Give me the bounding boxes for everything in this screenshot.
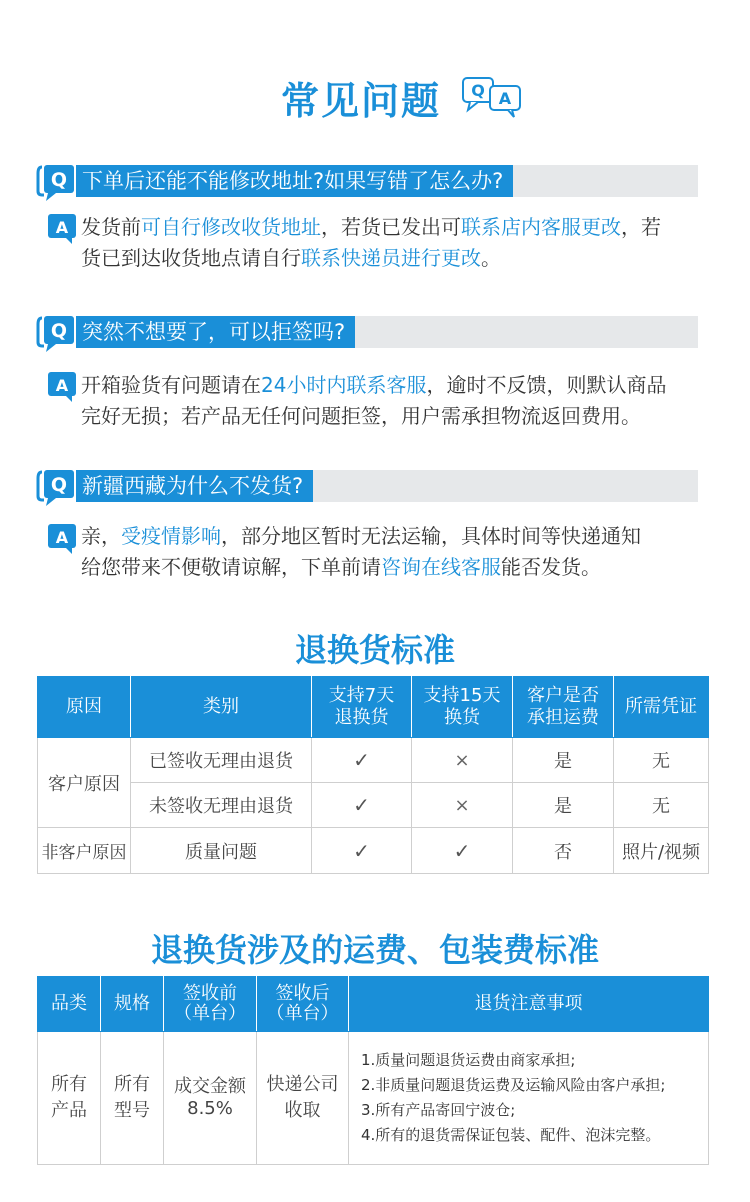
answer-highlight: 可自行修改收货地址	[141, 215, 321, 239]
cross-icon: ×	[412, 783, 513, 828]
answer-text: 给您带来不便敬请谅解，下单前请	[81, 555, 381, 579]
svg-text:A: A	[498, 89, 512, 108]
header-cell: 品类	[38, 977, 101, 1032]
table-row	[38, 1032, 709, 1165]
shipping-standard-title: 退换货涉及的运费、包装费标准	[150, 931, 599, 969]
category-cell: 已签收无理由退货	[131, 738, 312, 783]
category-cell: 未签收无理由退货	[131, 783, 312, 828]
answer-highlight: 咨询在线客服	[381, 555, 501, 579]
header-cell: 支持15天 换货	[412, 677, 513, 738]
table-row	[38, 738, 709, 783]
answer-text: 货已到达收货地点请自行	[81, 246, 301, 270]
proof-cell: 照片/视频	[614, 828, 709, 874]
answer-highlight: 联系店内客服更改	[461, 215, 621, 239]
svg-text:A: A	[55, 528, 69, 547]
header-cell: 类别	[131, 677, 312, 738]
a-badge-icon	[48, 372, 76, 402]
header-cell: 签收后 （单台）	[257, 977, 349, 1032]
proof-cell: 无	[614, 738, 709, 783]
note-item: 2.非质量问题退货运费及运输风险由客户承担;	[361, 1076, 666, 1094]
note-item: 3.所有产品寄回宁波仓;	[361, 1101, 516, 1119]
question-text: 新疆西藏为什么不发货?	[76, 470, 313, 502]
faq-question-3	[36, 470, 698, 504]
faq-question-2	[36, 316, 698, 350]
question-text: 下单后还能不能修改地址?如果写错了怎么办?	[76, 165, 513, 197]
header-cell: 支持7天 退换货	[312, 677, 412, 738]
check-icon: ✓	[312, 738, 412, 783]
check-icon: ✓	[312, 828, 412, 874]
spec-cell: 所有 型号	[101, 1032, 164, 1165]
svg-text:Q: Q	[50, 169, 68, 191]
reason-cell: 非客户原因	[38, 828, 131, 874]
proof-cell: 无	[614, 783, 709, 828]
return-standard-table	[37, 676, 709, 874]
answer-highlight: 受疫情影响	[121, 524, 221, 548]
answer-text: 能否发货。	[501, 555, 601, 579]
answer-text: ，部分地区暂时无法运输，具体时间等快递通知	[221, 524, 641, 548]
answer-text: 开箱验货有问题请在	[81, 373, 261, 397]
table-header-row	[38, 677, 709, 738]
faq-title: 常见问题	[281, 79, 442, 123]
answer-text: 。	[481, 246, 501, 270]
svg-text:A: A	[55, 218, 69, 237]
table-row	[38, 783, 709, 828]
answer-text: ，逾时不反馈，则默认商品	[426, 373, 667, 397]
cross-icon: ×	[412, 738, 513, 783]
answer-text: ，若货已发出可	[321, 215, 461, 239]
check-icon: ✓	[412, 828, 513, 874]
faq-answer-2	[81, 370, 711, 432]
faq-question-1	[36, 165, 698, 199]
fee-cell: 是	[513, 738, 614, 783]
return-standard-title: 退换货标准	[294, 631, 455, 669]
answer-text: 发货前	[81, 215, 141, 239]
shipping-standard-table	[37, 976, 709, 1165]
header-cell: 签收前 （单台）	[164, 977, 257, 1032]
a-badge-icon	[48, 524, 76, 554]
fee-cell: 否	[513, 828, 614, 874]
table-row	[38, 828, 709, 874]
before-fee-cell: 成交金额 8.5%	[164, 1032, 257, 1165]
svg-text:A: A	[55, 376, 69, 395]
svg-text:Q: Q	[50, 320, 68, 342]
note-item: 4.所有的退货需保证包装、配件、泡沫完整。	[361, 1126, 661, 1144]
after-fee-cell: 快递公司 收取	[257, 1032, 349, 1165]
answer-highlight: 24小时内联系客服	[261, 373, 427, 397]
q-badge-icon	[36, 466, 78, 508]
q-badge-icon	[36, 161, 78, 203]
answer-highlight: 联系快递员进行更改	[301, 246, 481, 270]
note-item: 1.质量问题退货运费由商家承担;	[361, 1051, 576, 1069]
category-cell: 所有 产品	[38, 1032, 101, 1165]
check-icon: ✓	[312, 783, 412, 828]
header-cell: 所需凭证	[614, 677, 709, 738]
a-badge-icon	[48, 214, 76, 244]
qa-chat-icon	[462, 74, 524, 118]
header-cell: 客户是否 承担运费	[513, 677, 614, 738]
faq-header	[0, 70, 750, 122]
answer-text: 完好无损；若产品无任何问题拒签，用户需承担物流返回费用。	[81, 404, 641, 428]
answer-text: ，若	[621, 215, 661, 239]
question-text: 突然不想要了，可以拒签吗?	[76, 316, 355, 348]
header-cell: 退货注意事项	[349, 977, 709, 1032]
fee-cell: 是	[513, 783, 614, 828]
reason-cell: 客户原因	[38, 738, 131, 828]
return-notes-cell	[349, 1032, 709, 1165]
category-cell: 质量问题	[131, 828, 312, 874]
q-badge-icon	[36, 312, 78, 354]
header-cell: 规格	[101, 977, 164, 1032]
header-cell: 原因	[38, 677, 131, 738]
faq-answer-3	[81, 521, 711, 583]
svg-text:Q: Q	[50, 474, 68, 496]
svg-text:Q: Q	[471, 81, 485, 100]
faq-answer-1	[81, 212, 711, 274]
table-header-row	[38, 977, 709, 1032]
answer-text: 亲，	[81, 524, 121, 548]
